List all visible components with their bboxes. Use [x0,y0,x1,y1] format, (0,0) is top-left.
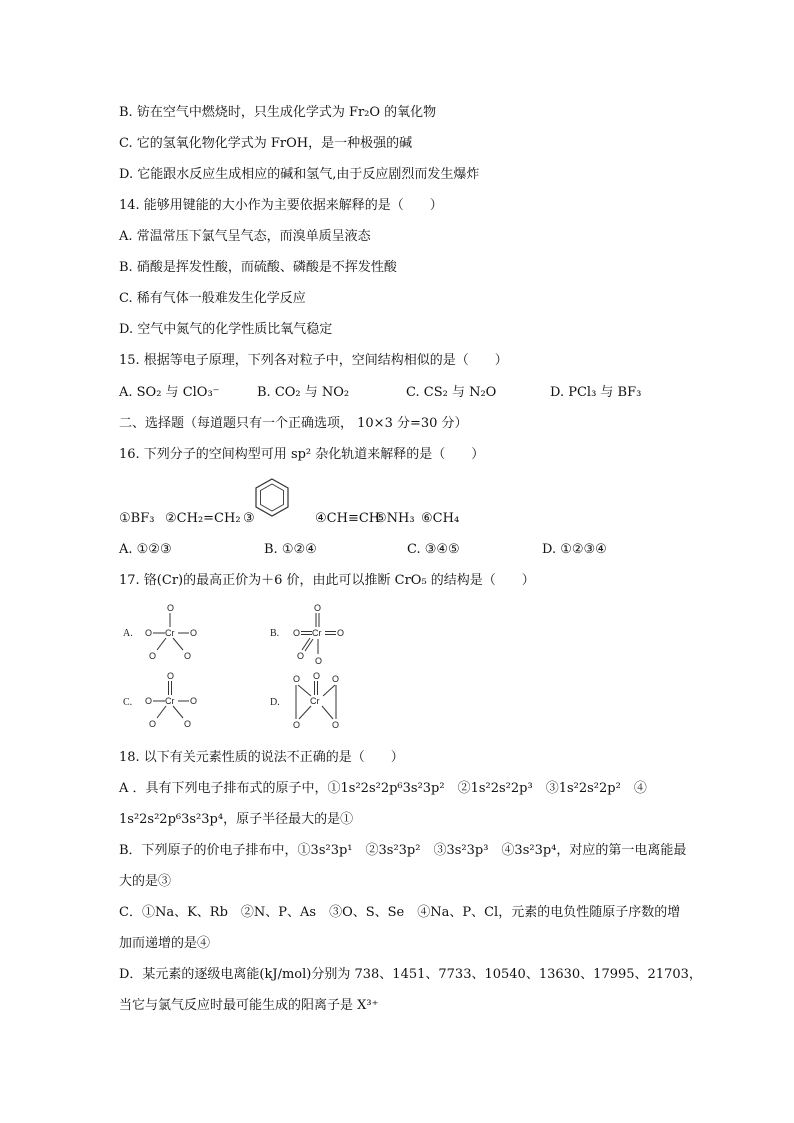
q13-option-b: B. 钫在空气中燃烧时，只生成化学式为 Fr₂O 的氧化物 [119,105,437,120]
cro5-structure-a [140,600,210,662]
q15-stem: 15. 根据等电子原理，下列各对粒子中，空间结构相似的是（ ） [119,353,508,368]
atom-o: O [145,696,153,706]
q16-molecule-1: ①BF₃ [119,511,155,526]
atom-o: O [184,651,192,661]
q16-molecule-3: ③ [243,511,255,526]
atom-o: O [190,696,198,706]
q15-option-d: D. PCl₃ 与 BF₃ [550,385,642,400]
structure-d-label: D. [270,697,280,708]
q18-option-b-line2: 大的是③ [119,874,172,889]
atom-o: O [190,628,198,638]
atom-o: O [293,674,301,684]
q15-option-a: A. SO₂ 与 ClO₃⁻ [119,385,220,400]
atom-o: O [167,603,175,613]
atom-cr: Cr [310,696,320,706]
q18-option-c-line2: 加而递增的是④ [119,936,211,951]
atom-o: O [313,671,321,681]
q14-option-b: B. 硝酸是挥发性酸，而硫酸、磷酸是不挥发性酸 [119,260,397,275]
benzene-ring-image [252,476,292,520]
q18-option-d-line2: 当它与氯气反应时最可能生成的阳离子是 X³⁺ [119,998,379,1013]
atom-cr: Cr [312,628,322,638]
section-heading: 二、选择题（每道题只有一个正确选项， 10×3 分=30 分） [119,416,468,431]
atom-o: O [337,628,345,638]
q13-option-c: C. 它的氢氧化物化学式为 FrOH，是一种极强的碱 [119,136,413,151]
atom-o: O [297,651,305,661]
atom-cr: Cr [165,696,175,706]
atom-o: O [332,674,340,684]
cro5-structure-d [286,668,356,730]
q16-option-c: C. ③④⑤ [407,542,460,557]
q16-stem: 16. 下列分子的空间构型可用 sp² 杂化轨道来解释的是（ ） [119,447,485,462]
atom-o: O [184,719,192,729]
atom-cr: Cr [165,628,175,638]
q15-option-c: C. CS₂ 与 N₂O [406,385,497,400]
atom-o: O [167,671,175,681]
atom-o: O [149,719,157,729]
q16-option-a: A. ①②③ [119,542,172,557]
q18-option-d-line1: D．某元素的逐级电离能(kJ/mol)分别为 738、1451、7733、10540、13630、17995、21703， [119,967,702,982]
cro5-structure-b [288,600,358,666]
atom-o: O [332,720,340,730]
q16-option-d: D. ①②③④ [542,542,607,557]
atom-o: O [293,720,301,730]
q18-option-a-line1: A ．具有下列电子排布式的原子中，①1s²2s²2p⁶3s²3p² ②1s²2s²2p³ ③1s²2s²2p² ④ [119,781,647,796]
cro5-structure-c [140,668,210,730]
atom-o: O [149,651,157,661]
atom-o: O [314,603,322,613]
q14-option-c: C. 稀有气体一般难发生化学反应 [119,291,306,306]
q14-stem: 14. 能够用键能的大小作为主要依据来解释的是（ ） [119,198,443,213]
q18-option-a-line2: 1s²2s²2p⁶3s²3p⁴，原子半径最大的是① [119,812,354,827]
q14-option-d: D. 空气中氮气的化学性质比氧气稳定 [119,322,333,337]
atom-o: O [145,628,153,638]
q18-stem: 18. 以下有关元素性质的说法不正确的是（ ） [119,750,404,765]
q17-stem: 17. 铬(Cr)的最高正价为＋6 价，由此可以推断 CrO₅ 的结构是（ ） [119,573,535,588]
q16-molecule-5: ⑤NH₃ [375,511,415,526]
q16-molecule-4: ④CH≡CH [315,511,381,526]
structure-c-label: C. [123,697,133,708]
q18-option-b-line1: B．下列原子的价电子排布中，①3s²3p¹ ②3s²3p² ③3s²3p³ ④3s²3p⁴，对应的第一电离能最 [119,843,687,858]
q13-option-d: D. 它能跟水反应生成相应的碱和氢气,由于反应剧烈而发生爆炸 [119,167,480,182]
q18-option-c-line1: C．①Na、K、Rb ②N、P、As ③O、S、Se ④Na、P、Cl，元素的电负性随原子序数的增 [119,905,681,920]
structure-a-label: A. [123,628,133,639]
atom-o: O [293,628,301,638]
q16-molecule-6: ⑥CH₄ [421,511,460,526]
structure-b-label: B. [270,628,280,639]
q14-option-a: A. 常温常压下氯气呈气态，而溴单质呈液态 [119,229,371,244]
q16-molecule-2: ②CH₂=CH₂ [165,511,241,526]
atom-o: O [315,656,323,666]
q16-option-b: B. ①②④ [264,542,317,557]
q15-option-b: B. CO₂ 与 NO₂ [257,385,350,400]
